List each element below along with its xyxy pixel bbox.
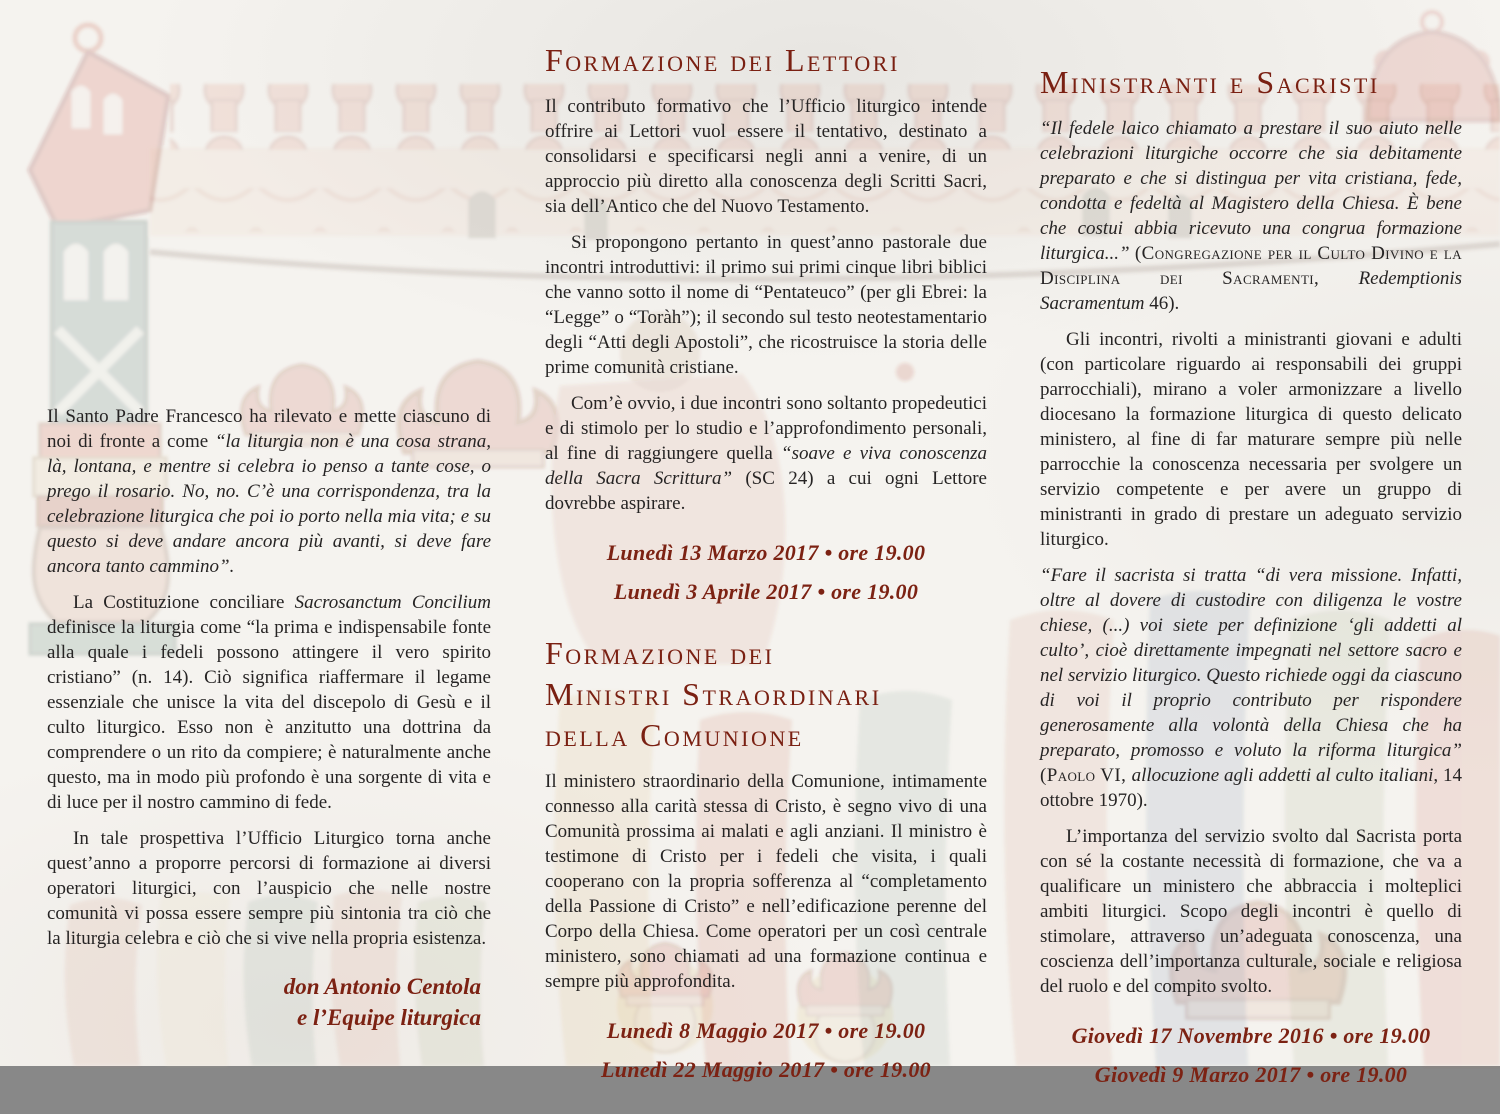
lettori-date-2: Lunedì 3 Aprile 2017 • ore 19.00 [613,579,919,604]
signature-line-1: don Antonio Centola [283,974,481,999]
ministranti-paragraph-2: Gli incontri, rivolti a ministranti giovani e adulti (con particolare riguardo ai responsabili dei gruppi parrocchiali), mirano a voler armonizzare a livello diocesano la formazione liturgica di questo delicato ministero, al fine di far maturare sempre più nelle parrocchie la conoscenza necessaria per svolgere un servizio competente e per avere un gruppo di ministranti in grado di prestare un adeguato servizio liturgico. [1040,329,1462,550]
redemptionis-title-italic: Redemptionis Sacramentum [1040,268,1462,314]
document-title-italic: Sacrosanctum Concilium [294,592,491,613]
sacrista-quote: “Fare il sacrista si tratta “di vera missione. Infatti, oltre al dovere di custodire con diligenza le vostre chiese, (...) voi siete per definizione ‘gli addetti al culto’, cioè direttamente impegnati nel settore sacro e nel servizio liturgico. Questo richiede oggi da ciascuno di voi il proprio contributo per rispondere generosamente alla volontà della Chiesa che ha preparato, promosso e voluto la riforma liturgica” (Paolo VI, allocuzione agli addetti al culto italiani, 14 ottobre 1970). [1040,565,1463,811]
ministri-paragraph-1: Il ministero straordinario della Comunione, intimamente connesso alla carità stessa di Cristo, è segno vivo di una Comunità prossima ai malati e agli anziani. Il ministro è testimone di Cristo per i fedeli che visita, i quali cooperano con la propria sofferenza al “completamento della Passione di Cristo” e nell’edificazione perenne del Corpo della Chiesa. Come operatori per un così centrale ministero, sono chiamati ad una formazione continua e sempre più approfondita. [545,771,987,992]
paolo-vi-smallcaps: (Paolo VI, [1040,765,1132,786]
sc24-quote-italic: “soave e viva conoscenza della Sacra Scrittura” [545,443,988,489]
ministranti-panel [1040,62,1462,1114]
intro-paragraph-2: La Costituzione conciliare Sacrosanctum Concilium definisce la liturgia come “la prima e indispensabile fonte alla quale i fedeli possono attingere il vero spirito cristiano” (n. 14). Ciò significa riaffermare il legame essenziale che unisce la vita del discepolo di Gesù e il culto liturgico. Esso non è anzitutto una dottrina da comprendere o un rito da compiere; è naturalmente anche questo, ma in modo più profondo è una sorgente di vita e di luce per il nostro cammino di fede. [47,592,491,813]
lettori-paragraph-2: Si propongono pertanto in quest’anno pastorale due incontri introduttivi: il primo sui primi cinque libri biblici che vanno sotto il nome di “Pentateuco” (per gli Ebrei: la “Legge” o “Toràh”); il secondo sul testo neotestamentario degli “Atti degli Apostoli”, che ricostruisce la storia delle prime comunità cristiane. [545,232,987,378]
lettori-paragraph-1: Il contributo formativo che l’Ufficio liturgico intende offrire ai Lettori vuol essere il tentativo, destinato a consolidarsi e specificarsi negli anni a venire, di un approccio più diretto alla conoscenza degli Scritti Sacri, sia dell’Antico che del Nuovo Testamento. [545,96,987,217]
lettori-dates [545,540,987,605]
ministranti-date-2: Giovedì 9 Marzo 2017 • ore 19.00 [1094,1062,1408,1087]
intro-paragraph-3: In tale prospettiva l’Ufficio Liturgico torna anche quest’anno a proporre percorsi di formazione ai diversi operatori liturgici, con l’auspicio che nelle nostre comunità vi possa essere sempre più sintonia tra ciò che la liturgia celebra e ciò che si vive nella propria esistenza. [47,828,491,949]
redemptionis-quote-italic: “Il fedele laico chiamato a prestare il suo aiuto nelle celebrazioni liturgiche occorre che sia debitamente preparato e che si distingua per vita cristiana, fede, condotta e fedeltà al Magistero della Chiesa. È bene che costui abbia ricevuto una congrua formazione liturgica...” [1040,118,1462,264]
intro-paragraph-1 [47,404,491,579]
paolo-vi-quote-italic: “Fare il sacrista si tratta “di vera missione. Infatti, oltre al dovere di custodire con diligenza le vostre chiese, (...) voi siete per definizione ‘gli addetti al culto’, cioè direttamente impegnati nel settore sacro e nel servizio liturgico. Questo richiede oggi da ciascuno di voi il proprio contributo per rispondere generosamente alla volontà della Chiesa che ha preparato, promosso e voluto la riforma liturgica” [1040,565,1462,761]
ministranti-date-1: Giovedì 17 Novembre 2016 • ore 19.00 [1071,1023,1431,1048]
ministranti-quote-1: “Il fedele laico chiamato a prestare il suo aiuto nelle celebrazioni liturgiche occorre che sia debitamente preparato e che si distingua per vita cristiana, fede, condotta e fedeltà al Magistero della Chiesa. È bene che costui abbia ricevuto una congrua formazione liturgica...” (Congregazione per il Culto Divino e la Disciplina dei Sacramenti, Redemptionis Sacramentum 46). [1040,118,1463,314]
section-title-ministranti: Ministranti e Sacristi [1040,64,1380,100]
signature [47,971,491,1033]
ministranti-paragraph-4: L’importanza del servizio svolto dal Sacrista porta con sé la costante necessità di formazione, che va a qualificare un ministero che abbraccia i molteplici ambiti liturgici. Scopo degli incontri è quello di stimolare, attraverso un’adeguata conoscenza, una coscienza dell’importanza culturale, sociale e religiosa del ruolo e del compito svolto. [1040,826,1462,997]
pope-quote: “la liturgia non è una cosa strana, là, lontana, e mentre si celebra io penso a tante cose, o prego il rosario. No, no. C’è una corrispondenza, tra la celebrazione liturgica che poi io porto nella mia vita; e su questo si deve andare ancora più avanti, si deve fare ancora tanto cammino”. [47,431,491,577]
lettori-paragraph-3: Com’è ovvio, i due incontri sono soltanto propedeutici e di stimolo per lo studio e l’approfondimento personali, al fine di raggiungere quella “soave e viva conoscenza della Sacra Scrittura” (SC 24) a cui ogni Lettore dovrebbe aspirare. [545,393,988,514]
ministri-dates [545,1018,987,1083]
intro-paragraph-1-lead: Il Santo Padre Francesco ha rilevato e mette ciascuno di noi di fronte a come [47,406,491,452]
lettori-panel [545,40,987,1109]
signature-line-2: e l’Equipe liturgica [297,1005,481,1030]
title-ministri-line-1: Formazione dei [545,635,775,671]
section-title-lettori: Formazione dei Lettori [545,42,900,78]
ministranti-dates [1040,1023,1462,1088]
ministri-date-2: Lunedì 22 Maggio 2017 • ore 19.00 [601,1057,931,1082]
congregazione-smallcaps: (Congregazione per il Culto Divino e la Disciplina dei Sacramenti, [1040,243,1463,289]
title-ministri-line-3: della Comunione [545,717,804,753]
section-title-ministri [545,633,987,756]
intro-panel [47,404,491,1033]
lettori-date-1: Lunedì 13 Marzo 2017 • ore 19.00 [606,540,926,565]
allocuzione-italic: allocuzione agli addetti al culto italiani [1131,765,1434,786]
title-ministri-line-2: Ministri Straordinari [545,676,882,712]
ministri-date-1: Lunedì 8 Maggio 2017 • ore 19.00 [606,1018,926,1043]
